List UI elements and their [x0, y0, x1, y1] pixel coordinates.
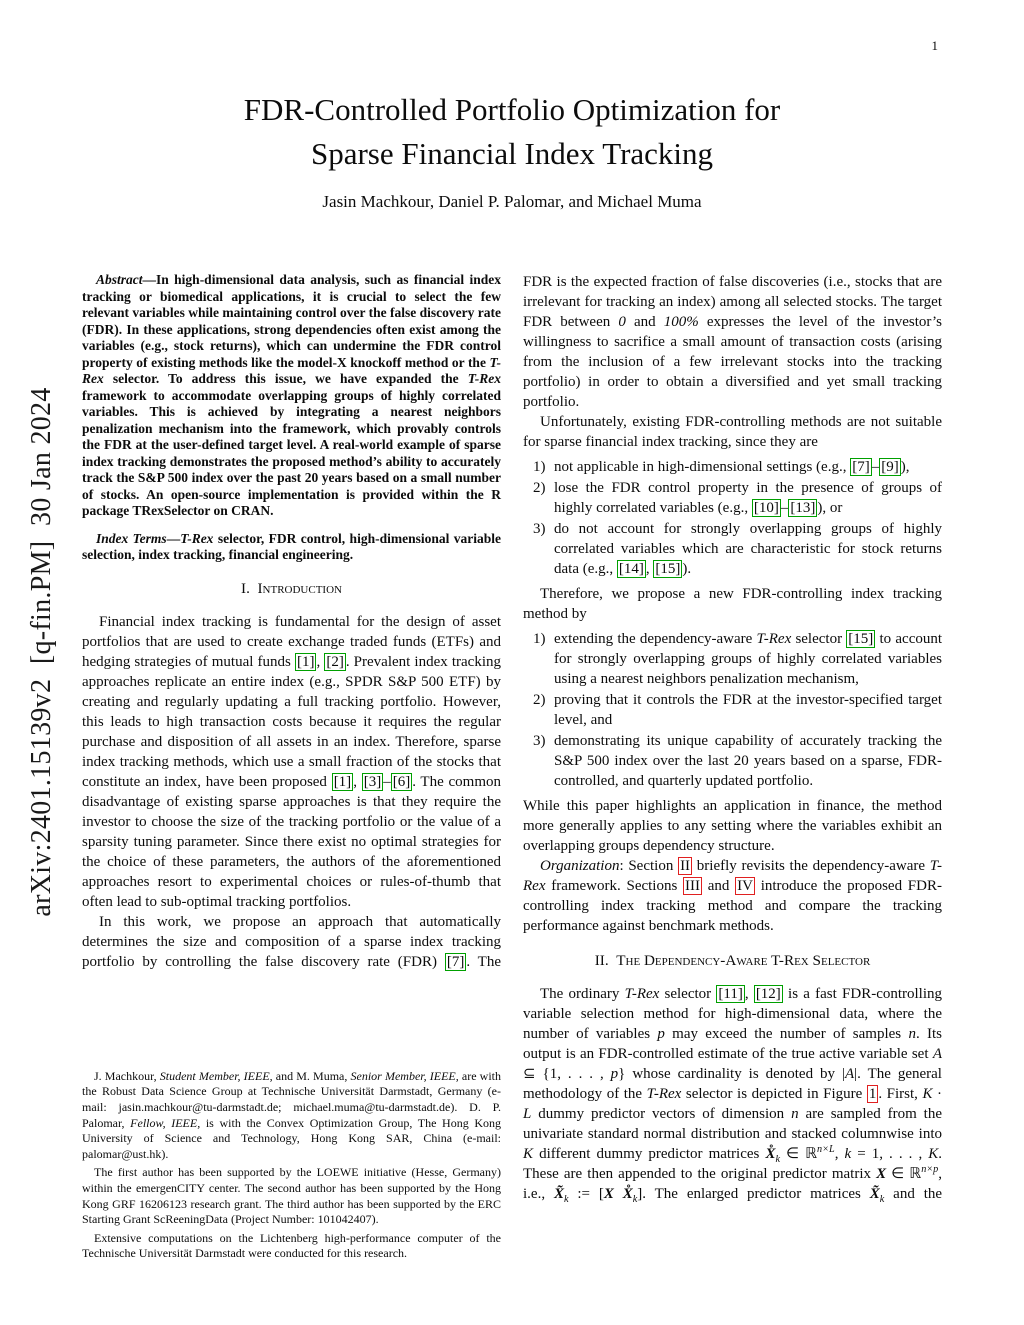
list-item: [523, 629, 942, 689]
section-number: II.: [594, 952, 609, 969]
citation-link[interactable]: [3]: [363, 773, 382, 790]
section-heading-introduction: [82, 579, 501, 599]
text-run: Student Member, IEEE,: [159, 1068, 273, 1083]
citation-link[interactable]: [7]: [852, 459, 870, 475]
text-run: T-Rex: [523, 858, 942, 894]
text-run: p: [610, 1066, 619, 1082]
text-run: K: [928, 1146, 939, 1162]
footnote-affiliations: J. Machkour, Student Member, IEEE, and M. Muma, Senior Member, IEEE, are with the Robust Data Science Group at Technische Universität Darmstadt, Germany (e-mail: jasin.machkour@tu-darmstadt.de; michael.muma@tu-darmstadt.de). D. P. Palomar, Fellow, IEEE, is with the Convex Optimization Group, The Hong Kong University of Science and Technology, Hong Kong SAR, China (e-mail: palomar@ust.hk).: [82, 1068, 501, 1161]
citation-link[interactable]: [2]: [326, 653, 344, 670]
section-title: Introduction: [257, 579, 342, 597]
math-script: k: [632, 1194, 638, 1205]
text-run: n: [908, 1026, 916, 1042]
paragraph: Therefore, we propose a new FDR-controlling index tracking method by: [523, 586, 942, 622]
text-run: Abstract: [96, 272, 143, 287]
authors-line: Jasin Machkour, Daniel P. Palomar, and Michael Muma: [322, 192, 702, 212]
text-run: A: [932, 1046, 942, 1062]
text-run: n: [791, 1106, 799, 1122]
enumerated-list-problems: [523, 457, 942, 579]
math-script: k: [775, 1154, 780, 1165]
citation-link[interactable]: [1]: [333, 773, 352, 790]
list-item: [523, 478, 942, 518]
text-run: Senior Member, IEEE,: [350, 1068, 459, 1083]
section-number: I.: [241, 579, 250, 597]
citation-link[interactable]: [1]: [296, 653, 315, 670]
text-run: X̊: [622, 1186, 633, 1202]
paragraph: While this paper highlights an application in finance, the method more generally applies to any setting where the variables exhibit an overlapping groups dependency structure.: [523, 798, 942, 854]
citation-link[interactable]: [13]: [790, 500, 816, 516]
list-item: [523, 457, 942, 477]
paragraph: Financial index tracking is fundamental for the design of asset portfolios that are used to create exchange traded funds (ETFs) and hedging strategies of mutual funds [1] , [2] . Prevalent index tracking approaches replicate an entire index (e.g., SPDR S&P 500 ETF) by creating and regularly updating a full tracking portfolio. However, this leads to high transaction costs because it requires the regular purchase and disposition of all assets in an index. Therefore, sparse index tracking methods, which use a small fraction of the stocks that constitute an index, have been proposed [1] , [3] – [6] . The common disadvantage of existing sparse approaches is that they require the investor to choose the size of the tracking portfolio or the value of a sparsity tuning parameter. Since there exist no optimal strategies for the choice of these parameters, the authors of the aforementioned approaches resort to experimental choices or rules-of-thumb that often lead to sub-optimal tracking portfolios.: [82, 613, 501, 910]
list-item-text: proving that it controls the FDR at the investor-specified target level, and: [554, 692, 942, 728]
footnote-block: [82, 1066, 501, 1262]
section-ref-link[interactable]: II: [680, 858, 691, 874]
section-ref-link[interactable]: III: [685, 878, 701, 894]
text-run: X: [876, 1166, 887, 1182]
list-item-text: not applicable in high-dimensional settings (e.g., [7] – [9] ),: [554, 459, 910, 475]
list-item-text: do not account for strongly overlapping groups of highly correlated variables which are characteristic for stock returns data (e.g., [14] , [15] ).: [554, 521, 942, 577]
text-run: X: [603, 1186, 614, 1202]
math-script: n×p: [921, 1164, 939, 1175]
text-run: Fellow, IEEE,: [130, 1115, 201, 1130]
list-marker: 2): [533, 480, 546, 496]
citation-link[interactable]: [15]: [848, 631, 874, 647]
index-terms-paragraph: Index Terms—T-Rex selector, FDR control, high-dimensional variable selection, index tracking, financial engineering.: [82, 530, 501, 562]
text-run: p: [657, 1026, 665, 1042]
page-number: 1: [931, 38, 938, 53]
citation-link[interactable]: [9]: [881, 459, 899, 475]
list-marker: 1): [533, 459, 546, 475]
text-run: Organization: [540, 858, 620, 874]
text-run: k: [844, 1146, 852, 1162]
citation-link[interactable]: [7]: [446, 953, 465, 970]
paragraph: Unfortunately, existing FDR-controlling methods are not suitable for sparse financial index tracking, since they are: [523, 414, 942, 450]
right-column: [523, 272, 942, 1262]
text-run: 100%: [663, 314, 699, 330]
text-run: K: [922, 1086, 933, 1102]
text-run: K: [523, 1146, 534, 1162]
math-script: n×L: [817, 1144, 835, 1155]
left-column: [82, 272, 501, 1262]
list-item-text: extending the dependency-aware T-Rex selector [15] to account for strongly overlapping groups of highly correlated variables using a nearest neighbors penalization mechanism,: [554, 631, 943, 687]
text-run: T-Rex: [82, 354, 501, 386]
paragraph: FDR is the expected fraction of false discoveries (i.e., stocks that are irrelevant for tracking an index) among all selected stocks. The target FDR between 0 and 100% expresses the level of the investor’s willingness to sacrifice a small amount of transaction costs (arising from the inclusion of a few irrelevant stocks into the tracking portfolio) in order to obtain a diversified and yet small tracking portfolio.: [523, 274, 942, 410]
section-ref-link[interactable]: IV: [737, 878, 753, 894]
list-item: [523, 731, 942, 791]
paper-header: [0, 88, 1024, 212]
section-heading-trex-selector: [523, 951, 942, 971]
text-run: X̃: [869, 1186, 880, 1202]
paragraph: In this work, we propose an approach that automatically determines the size and composition of a sparse index tracking portfolio by controlling the false discovery rate (FDR) [7] . The: [82, 913, 501, 970]
paper-title: [0, 88, 1024, 176]
list-item: [523, 690, 942, 730]
citation-link[interactable]: [14]: [618, 561, 644, 577]
arxiv-banner: arXiv:2401.15139v2 [q-fin.PM] 30 Jan 2024: [26, 387, 57, 917]
paragraph: The ordinary T-Rex selector [11] , [12] is a fast FDR-controlling variable selection method for high-dimensional data, where the number of variables p may exceed the number of samples n. Its output is an FDR-controlled estimate of the true active variable set A ⊆ {1, . . . , p} whose cardinality is denoted by |A|. The general methodology of the T-Rex selector is depicted in Figure 1 . First, K · L dummy predictor vectors of dimension n are sampled from the univariate standard normal distribution and stacked columnwise into K different dummy predictor matrices $X̊_k$ ∈ ℝ$^{n\times L}$, k = 1, . . . , K. These are then appended to the original predictor matrix X ∈ ℝ$^{n\times p}$, i.e., $X̃_k$ := [X $X̊_k$]. The enlarged predictor matrices $X̃_k$ and the: [523, 986, 943, 1205]
text-run: Index Terms: [96, 530, 167, 546]
text-run: T-Rex: [646, 1086, 682, 1102]
math-script: k: [879, 1194, 885, 1205]
text-run: T-Rex: [180, 530, 214, 546]
text-run: 0: [618, 314, 626, 330]
footnote-funding: The first author has been supported by the LOEWE initiative (Hesse, Germany) within the emergenCITY center. The second author has been supported by the Hong Kong GRF 16206123 research grant. The third author has been supported by the ERC Starting Grant ScReeningData (Project Number: 101042407).: [82, 1165, 501, 1227]
citation-link[interactable]: [10]: [753, 500, 779, 516]
text-run: T-Rex: [624, 986, 660, 1002]
citation-link[interactable]: [6]: [392, 773, 411, 790]
title-line-2: Sparse Financial Index Tracking: [310, 136, 714, 172]
text-run: X̊: [765, 1146, 776, 1162]
citation-link[interactable]: [12]: [755, 986, 781, 1002]
citation-link[interactable]: [11]: [718, 986, 743, 1002]
enumerated-list-contributions: [523, 629, 942, 791]
text-run: T-Rex: [756, 631, 792, 647]
math-script: k: [563, 1194, 569, 1205]
section-ref-link[interactable]: 1: [868, 1086, 877, 1102]
list-marker: 2): [533, 692, 546, 708]
footnote-computations: Extensive computations on the Lichtenberg high-performance computer of the Technische Universität Darmstadt were conducted for this research.: [82, 1230, 501, 1261]
abstract-paragraph: Abstract—In high-dimensional data analysis, such as financial index tracking or biomedical applications, it is crucial to select the few relevant variables while maintaining control over the false discovery rate (FDR). In these applications, strong dependencies often exist among the variables (e.g., stock returns), which can undermine the FDR control property of existing methods like the model-X knockoff method or the T-Rex selector. To address this issue, we have expanded the T-Rex framework to accommodate overlapping groups of highly correlated variables. This is achieved by integrating a nearest neighbors penalization mechanism into the framework, which provably controls the FDR at the user-defined target level. A real-world example of sparse index tracking demonstrates the proposed method’s ability to accurately track the S&P 500 index over the past 20 years based on a small number of stocks. An open-source implementation is provided within the R package TRexSelector on CRAN.: [82, 272, 501, 518]
list-item-text: demonstrating its unique capability of accurately tracking the S&P 500 index over the last 20 years based on a sparse, FDR-controlled, and quarterly updated portfolio.: [554, 733, 942, 789]
text-run: T-Rex: [467, 371, 501, 386]
list-marker: 3): [533, 521, 546, 537]
list-marker: 1): [533, 631, 546, 647]
citation-link[interactable]: [15]: [655, 561, 681, 577]
text-run: X̃: [553, 1186, 564, 1202]
section-title: The Dependency-Aware T-Rex Selector: [616, 952, 871, 969]
text-run: A: [844, 1066, 855, 1082]
title-line-1: FDR-Controlled Portfolio Optimization for: [243, 92, 781, 127]
list-item: [523, 519, 942, 579]
list-item-text: lose the FDR control property in the presence of groups of highly correlated variables (e.g., [10] – [13] ), or: [554, 480, 942, 516]
text-run: L: [523, 1106, 532, 1122]
paragraph: Organization: Section II briefly revisits the dependency-aware T-Rex framework. Sections III and IV introduce the proposed FDR-controlling index tracking method and compare the tracking performance against benchmark methods.: [523, 858, 942, 934]
list-marker: 3): [533, 733, 546, 749]
